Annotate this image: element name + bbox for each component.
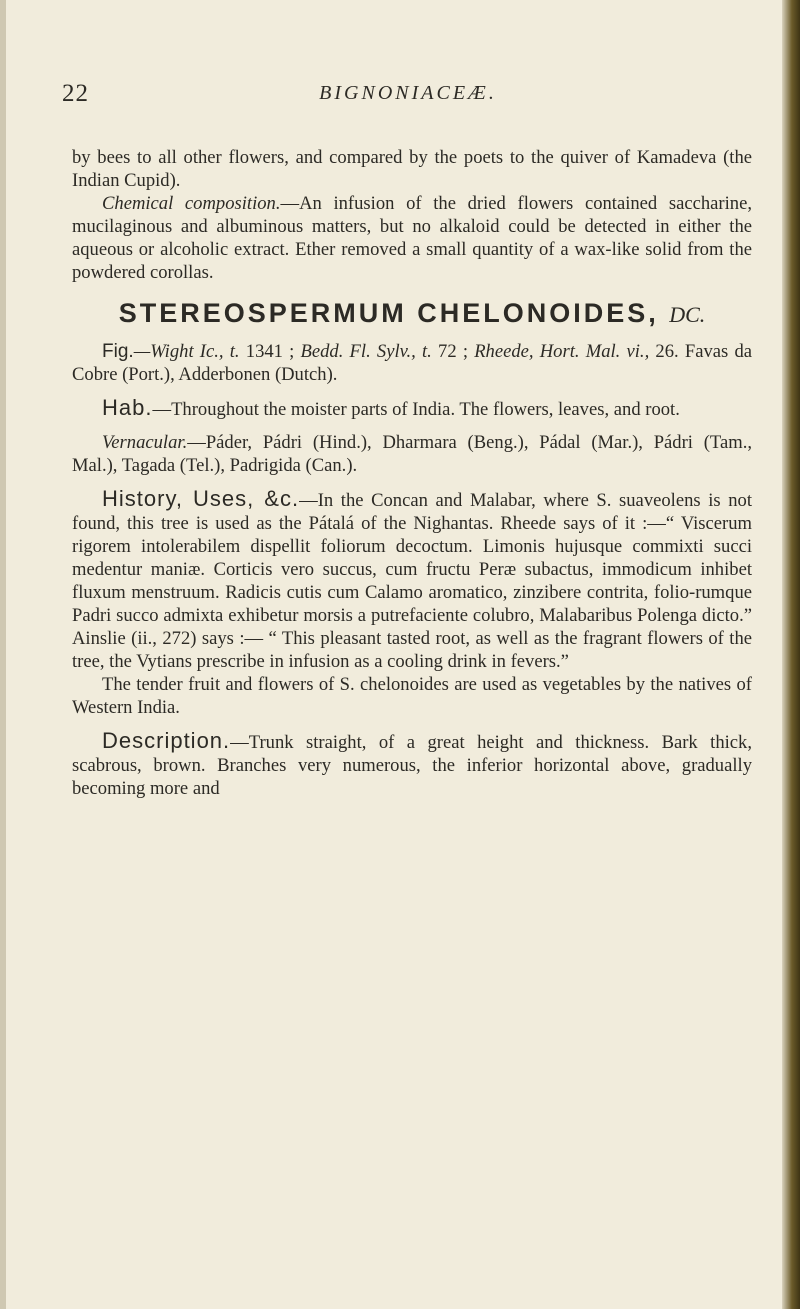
page-header: [58, 80, 758, 114]
continuation-paragraph: by bees to all other flowers, and compared by the poets to the quiver of Kamadeva (the Indian Cupid).: [72, 147, 752, 191]
figure-references: [72, 340, 752, 386]
fig-label: Fig.: [102, 341, 134, 362]
page-edge-left: [0, 0, 6, 1309]
history-paragraph-2: The tender fruit and flowers of S. chelonoides are used as vegetables by the natives of Western India.: [72, 674, 752, 718]
fig-ref-wight: —Wight Ic., t.: [133, 341, 240, 362]
history-text: —In the Concan and Malabar, where S. suaveolens is not found, this tree is used as the Pátalá of the Nighantas. Rheede says of it :—“ Viscerum rigorem intolerabilem dispellit foliorum decoctum. Limonis hujusque commixti succi medentur maniæ. Corticis vero succus, cum fructu Peræ subactus, immodicum inhibet fluxum menstruum. Radicis cutis cum Calamo aromatico, zinzibere contrita, folio-rumque Padri succo admixta exhibetur morsis a putrefaciente colubro, Malabaribus Polenga dicto.” Ainslie (ii., 272) says :— “ This pleasant tasted root, as well as the fragrant flowers of the tree, the Vytians prescribe in infusion as a cooling drink in fevers.”: [72, 490, 752, 672]
fig-ref-beddome-num: 72 ;: [438, 341, 468, 362]
description-label: Description.: [102, 728, 231, 753]
habitat-paragraph: [72, 396, 752, 421]
fig-ref-rheede: Rheede, Hort. Mal. vi.,: [474, 341, 650, 362]
book-page: [58, 0, 758, 1309]
spacer: [72, 386, 752, 396]
history-paragraph: [72, 487, 752, 673]
vernacular-paragraph: [72, 431, 752, 477]
habitat-label: Hab.: [102, 395, 153, 420]
species-name: STEREOSPERMUM CHELONOIDES,: [118, 298, 659, 328]
page-edge-right: [782, 0, 800, 1309]
spacer: [72, 421, 752, 431]
history-label: History, Uses, &c.: [102, 486, 300, 511]
vernacular-text: —Páder, Pádri (Hind.), Dharmara (Beng.), Pádal (Mar.), Pádri (Tam., Mal.), Tagada (Tel.), Padrigida (Can.).: [72, 432, 752, 476]
fig-ref-rheede-num: 26.: [655, 341, 679, 362]
chemical-composition-label: Chemical composition.: [102, 193, 281, 214]
chemical-composition-paragraph: [72, 192, 752, 284]
page-body: [72, 146, 752, 800]
running-head: BIGNONIACEÆ.: [319, 82, 497, 104]
fig-ref-names: Favas da Cobre (Port.), Adderbonen (Dutch).: [72, 341, 752, 385]
species-authority: DC.: [669, 302, 706, 327]
species-heading: [72, 298, 752, 328]
page-number: 22: [62, 80, 89, 107]
description-paragraph: [72, 729, 752, 800]
description-text: —Trunk straight, of a great height and thickness. Bark thick, scabrous, brown. Branches very numerous, the inferior horizontal above, gradually becoming more and: [72, 732, 752, 799]
fig-ref-wight-num: 1341 ;: [245, 341, 295, 362]
fig-ref-beddome: Bedd. Fl. Sylv., t.: [300, 341, 432, 362]
vernacular-label: Vernacular.: [102, 432, 188, 453]
chemical-composition-text: —An infusion of the dried flowers contained saccharine, mucilaginous and albuminous matters, but no alkaloid could be detected in either the aqueous or alcoholic extract. Ether removed a small quantity of a wax-like solid from the powdered corollas.: [72, 193, 752, 283]
habitat-text: —Throughout the moister parts of India. The flowers, leaves, and root.: [152, 399, 680, 420]
